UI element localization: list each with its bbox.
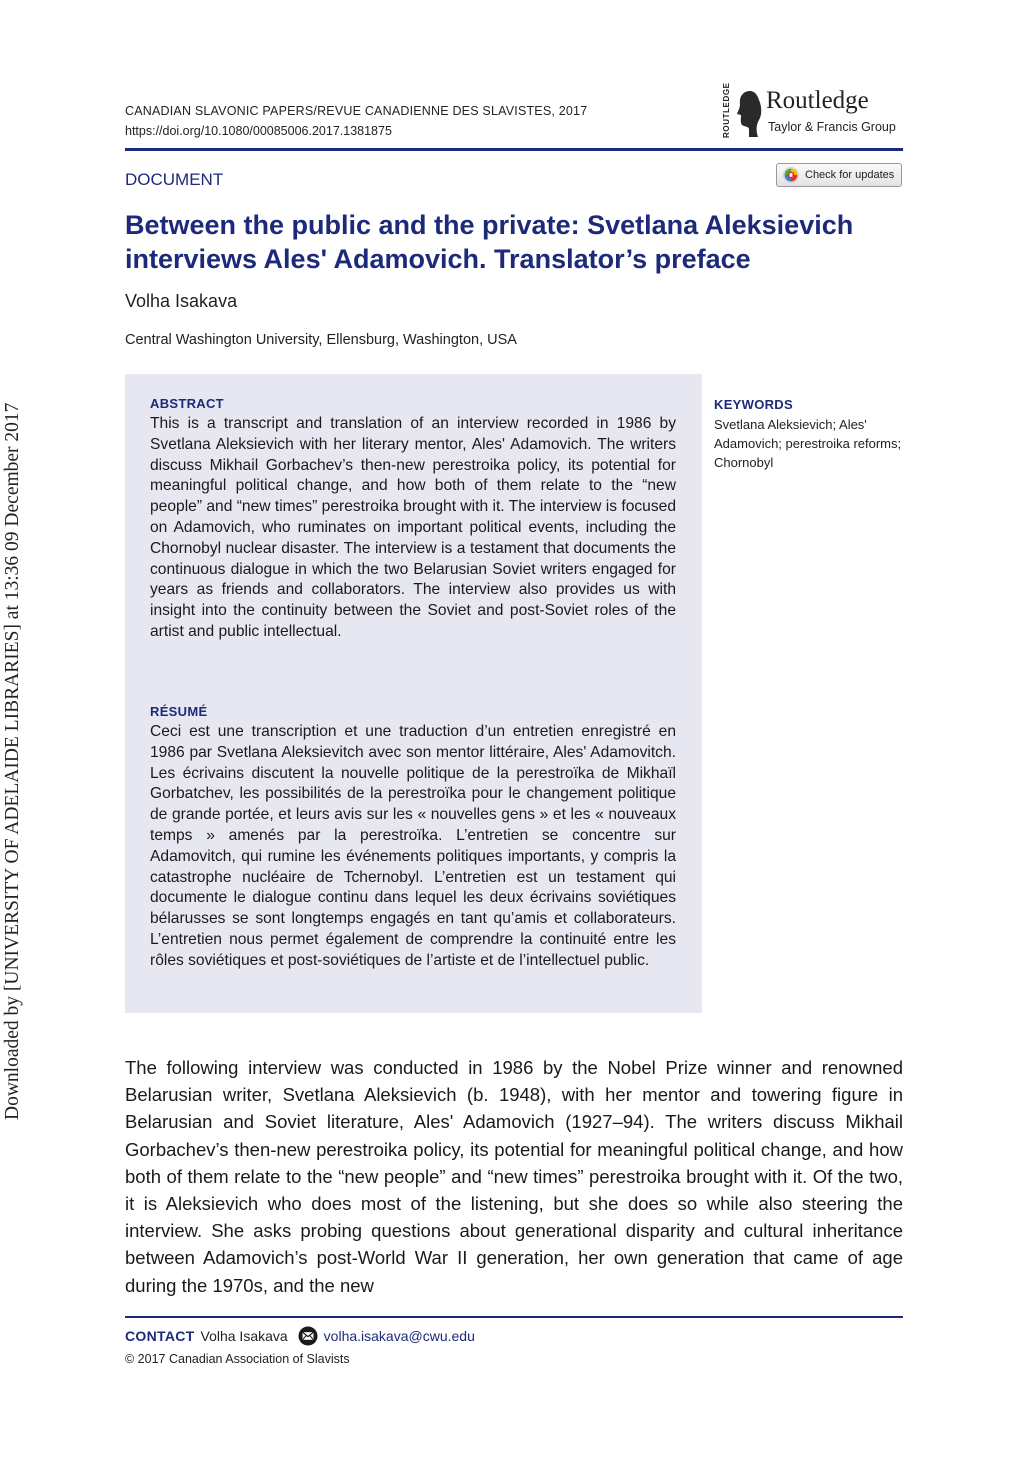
header-rule: [125, 148, 903, 151]
contact-line: [125, 1326, 475, 1346]
contact-name: Volha Isakava: [200, 1328, 288, 1344]
resume-heading: RÉSUMÉ: [150, 704, 208, 719]
author-affiliation: Central Washington University, Ellensburg, Washington, USA: [125, 332, 517, 348]
doi-link[interactable]: https://doi.org/10.1080/00085006.2017.1381875: [125, 124, 392, 138]
copyright: © 2017 Canadian Association of Slavists: [125, 1352, 350, 1366]
contact-label: CONTACT: [125, 1328, 195, 1344]
article-title: Between the public and the private: Svetlana Aleksievich interviews Ales' Adamovich. Translator’s preface: [125, 210, 854, 274]
footer-rule: [125, 1316, 903, 1318]
publisher-group: Taylor & Francis Group: [768, 120, 896, 134]
publisher-logo: [720, 82, 910, 142]
abstract-heading: ABSTRACT: [150, 396, 224, 411]
check-updates-button[interactable]: [776, 163, 902, 187]
journal-name: CANADIAN SLAVONIC PAPERS/REVUE CANADIENNE DES SLAVISTES, 2017: [125, 104, 588, 118]
body-paragraph: The following interview was conducted in 1986 by the Nobel Prize winner and renowned Belarusian writer, Svetlana Aleksievich (b. 1948), with her mentor and towering figure in Belarusian and Soviet literature, Ales' Adamovich (1927–94). The writers discuss Mikhail Gorbachev’s then-new perestroika policy, its potential for meaningful political change, and how both of them relate to the “new people” and “new times” perestroika brought with it. Of the two, it is Aleksievich who does most of the listening, but she does so while also steering the interview. She asks probing questions about generational disparity and cultural inheritance between Adamovich’s post-World War II generation, her own generation that came of age during the 1970s, and the new: [125, 1057, 903, 1296]
publisher-name: Routledge: [766, 87, 869, 114]
abstract-text: This is a transcript and translation of an interview recorded in 1986 by Svetlana Aleksievich with her literary mentor, Ales' Adamovich. The writers discuss Mikhail Gorbachev’s then-new perestroika policy, its potential for meaningful political change, and how both of them relate to the “new people” and “new times” perestroika brought with it. The interview is focused on Adamovich, who ruminates on important political events, including the Chornobyl nuclear disaster. The interview is a testament that documents the continuous dialogue in which the two Belarusian Soviet writers engaged for years as friends and collaborators. The interview also provides us with insight into the continuity between the Soviet and post-Soviet roles of the artist and public intellectual.: [150, 415, 676, 640]
keywords-text: Svetlana Aleksievich; Ales' Adamovich; perestroika reforms; Chornobyl: [714, 417, 902, 470]
resume-text: Ceci est une transcription et une traduction d’un entretien enregistré en 1986 par Svetlana Aleksievitch avec son mentor littéraire, Ales' Adamovitch. Les écrivains discutent la nouvelle politique de la perestroïka de Mikhaïl Gorbatchev, les possibilités de la perestroïka pour le changement politique de grande portée, et leurs avis sur les « nouvelles gens » et les « nouveaux temps » amenés par la perestroïka. L’entretien se concentre sur Adamovitch, qui rumine les événements politiques importants, y compris la catastrophe nucléaire de Tchernobyl. L’entretien est un testament qui documente le dialogue continu dans lequel les deux écrivains soviétiques bélarusses se sont longtemps engagés en tant qu’amis et collaborateurs. L’entretien nous permet également de comprendre la continuité entre les rôles soviétiques et post-soviétiques de l’artiste et de l’intellectuel public.: [150, 723, 676, 969]
publisher-vertical-text: ROUTLEDGE: [722, 82, 731, 138]
contact-email-link[interactable]: volha.isakava@cwu.edu: [323, 1328, 475, 1344]
routledge-head-icon: [736, 89, 762, 139]
document-type: DOCUMENT: [125, 170, 224, 189]
keywords-heading: KEYWORDS: [714, 397, 793, 412]
publisher-vertical-mark: [720, 82, 734, 140]
check-updates-icon: [783, 167, 799, 183]
download-watermark: Downloaded by [UNIVERSITY OF ADELAIDE LIBRARIES] at 13:36 09 December 2017: [2, 402, 23, 1120]
envelope-icon: [298, 1326, 318, 1346]
check-updates-label: Check for updates: [805, 169, 895, 181]
author-name: Volha Isakava: [125, 291, 238, 311]
